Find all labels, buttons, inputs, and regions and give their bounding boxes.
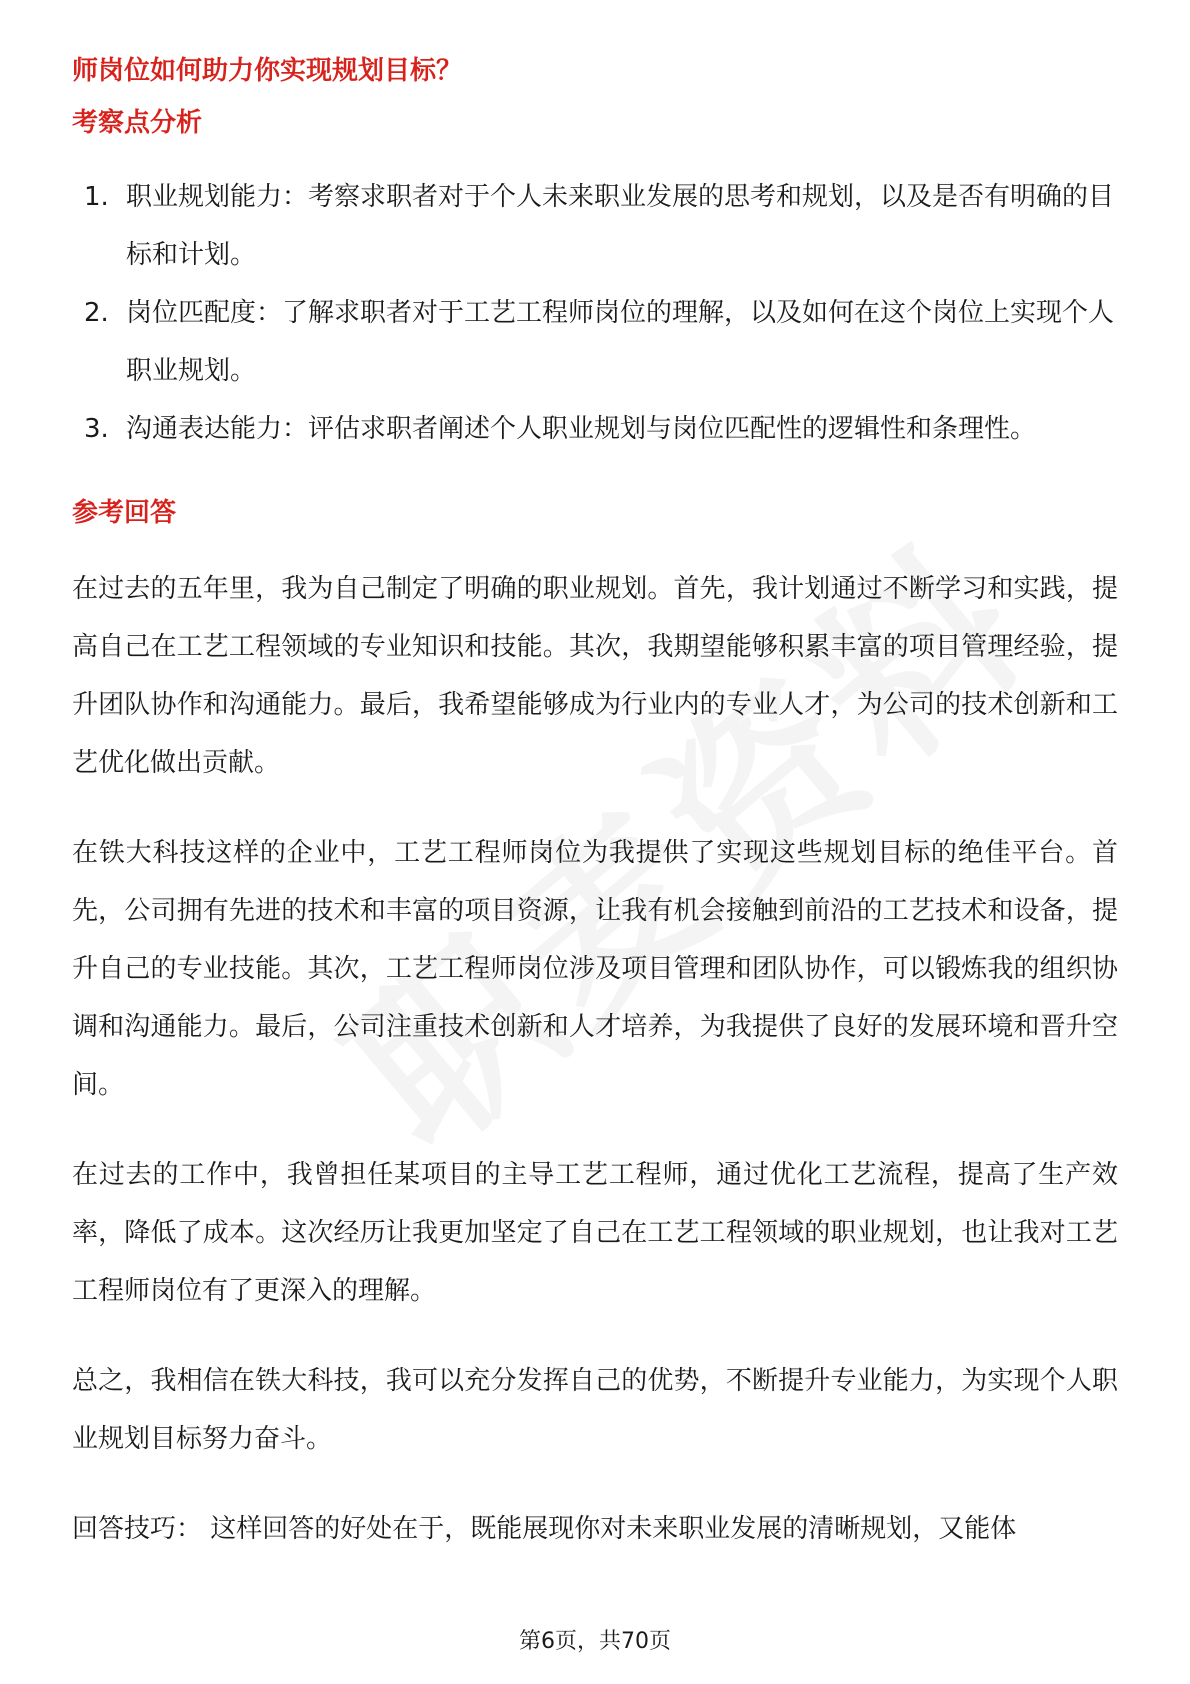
point-number: 1. bbox=[84, 182, 109, 212]
point-text: 岗位匹配度：了解求职者对于工艺工程师岗位的理解，以及如何在这个岗位上实现个人职业规划。 bbox=[126, 298, 1115, 386]
reference-paragraph: 在过去的五年里，我为自己制定了明确的职业规划。首先，我计划通过不断学习和实践，提高自己在工艺工程领域的专业知识和技能。其次，我期望能够积累丰富的项目管理经验，提升团队协作和沟通能力。最后，我希望能够成为行业内的专业人才，为公司的技术创新和工艺优化做出贡献。 bbox=[72, 574, 1118, 778]
reference-paragraph: 在铁大科技这样的企业中，工艺工程师岗位为我提供了实现这些规划目标的绝佳平台。首先，公司拥有先进的技术和丰富的项目资源，让我有机会接触到前沿的工艺技术和设备，提升自己的专业技能。其次，工艺工程师岗位涉及项目管理和团队协作，可以锻炼我的组织协调和沟通能力。最后，公司注重技术创新和人才培养，为我提供了良好的发展环境和晋升空间。 bbox=[72, 838, 1118, 1100]
answer-tip: 回答技巧： 这样回答的好处在于，既能展现你对未来职业发展的清晰规划，又能体 bbox=[72, 1514, 1017, 1544]
analysis-point bbox=[72, 400, 1118, 458]
point-text: 职业规划能力：考察求职者对于个人未来职业发展的思考和规划，以及是否有明确的目标和计划。 bbox=[126, 182, 1115, 270]
reference-paragraph: 总之，我相信在铁大科技，我可以充分发挥自己的优势，不断提升专业能力，为实现个人职业规划目标努力奋斗。 bbox=[72, 1366, 1118, 1454]
reference-paragraph: 在过去的工作中，我曾担任某项目的主导工艺工程师，通过优化工艺流程，提高了生产效率，降低了成本。这次经历让我更加坚定了自己在工艺工程领域的职业规划，也让我对工艺工程师岗位有了更深入的理解。 bbox=[72, 1160, 1118, 1306]
point-number: 2. bbox=[84, 298, 109, 328]
analysis-heading: 考察点分析 bbox=[72, 108, 203, 138]
point-number: 3. bbox=[84, 414, 109, 444]
page-footer: 第6页，共70页 bbox=[519, 1629, 671, 1654]
analysis-point bbox=[72, 284, 1118, 400]
question-title: 师岗位如何助力你实现规划目标？ bbox=[72, 56, 463, 86]
reference-heading: 参考回答 bbox=[72, 498, 177, 528]
analysis-list bbox=[72, 168, 1118, 458]
analysis-point bbox=[72, 168, 1118, 284]
document-page bbox=[72, 40, 1118, 1558]
point-text: 沟通表达能力：评估求职者阐述个人职业规划与岗位匹配性的逻辑性和条理性。 bbox=[126, 414, 1037, 444]
